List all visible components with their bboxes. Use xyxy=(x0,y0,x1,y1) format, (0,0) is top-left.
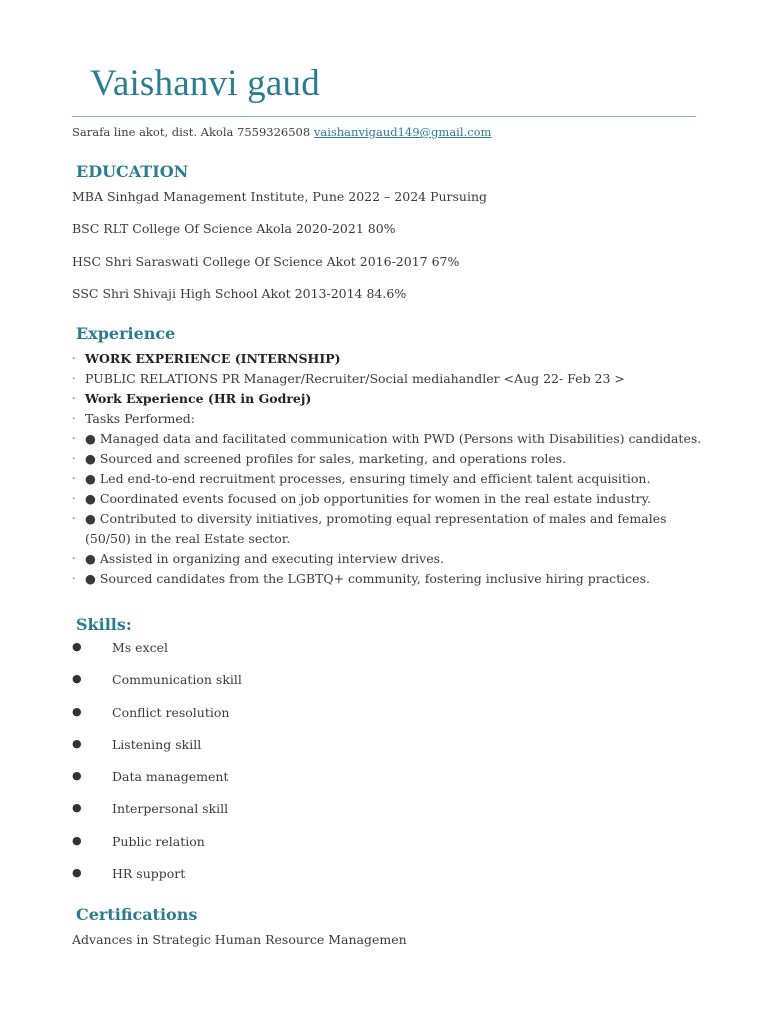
skill-item-text: Interpersonal skill xyxy=(112,801,229,817)
certifications-heading: Certifications xyxy=(76,905,198,924)
bullet-dot: · xyxy=(72,452,76,465)
experience-item-text: ● Managed data and facilitated communication with PWD (Persons with Disabilities) candidates. xyxy=(85,431,702,446)
bullet-dot: ● xyxy=(72,704,82,718)
bullet-dot: · xyxy=(72,432,76,445)
experience-item xyxy=(72,509,712,549)
bullet-dot: ● xyxy=(72,833,82,847)
experience-item xyxy=(72,449,712,469)
experience-item xyxy=(72,549,712,569)
education-item: BSC RLT College Of Science Akola 2020-2021 80% xyxy=(72,221,396,236)
experience-item-text: Tasks Performed: xyxy=(85,411,196,426)
experience-item xyxy=(72,369,712,389)
header-divider xyxy=(72,116,696,117)
skill-item-text: Conflict resolution xyxy=(112,704,230,720)
education-item: MBA Sinhgad Management Institute, Pune 2022 – 2024 Pursuing xyxy=(72,189,488,204)
education-heading: EDUCATION xyxy=(76,162,189,181)
experience-item-text: Work Experience (HR in Godrej) xyxy=(85,391,312,406)
experience-item-text: PUBLIC RELATIONS PR Manager/Recruiter/Social mediahandler <Aug 22- Feb 23 > xyxy=(85,371,625,386)
bullet-dot: ● xyxy=(72,801,82,815)
experience-item-text: ● Contributed to diversity initiatives, promoting equal representation of males and females (50/50) in the real Estate sector. xyxy=(85,511,667,546)
experience-item xyxy=(72,569,712,589)
certification-item: Advances in Strategic Human Resource Managemen xyxy=(72,932,407,947)
experience-item xyxy=(72,469,712,489)
candidate-name: Vaishanvi gaud xyxy=(90,63,320,104)
bullet-dot: ● xyxy=(72,736,82,750)
experience-item xyxy=(72,349,712,369)
bullet-dot: · xyxy=(72,392,76,405)
experience-item-text: ● Sourced candidates from the LGBTQ+ community, fostering inclusive hiring practices. xyxy=(85,571,650,586)
bullet-dot: ● xyxy=(72,672,82,686)
contact-line xyxy=(72,125,491,139)
bullet-dot: ● xyxy=(72,866,82,880)
skill-item-text: Data management xyxy=(112,769,229,785)
bullet-dot: · xyxy=(72,412,76,425)
experience-item-text: ● Assisted in organizing and executing interview drives. xyxy=(85,551,444,566)
skills-heading: Skills: xyxy=(76,615,132,634)
skill-item-text: Listening skill xyxy=(112,736,202,752)
bullet-dot: · xyxy=(72,492,76,505)
experience-item-text: WORK EXPERIENCE (INTERNSHIP) xyxy=(85,351,341,366)
bullet-dot: ● xyxy=(72,769,82,783)
education-item: HSC Shri Saraswati College Of Science Akot 2016-2017 67% xyxy=(72,254,460,269)
skill-item-text: HR support xyxy=(112,866,186,882)
experience-item xyxy=(72,429,712,449)
experience-item xyxy=(72,389,712,409)
experience-item xyxy=(72,409,712,429)
bullet-dot: ● xyxy=(72,640,82,653)
skill-item-text: Public relation xyxy=(112,833,205,849)
skill-item-text: Communication skill xyxy=(112,672,242,688)
experience-list xyxy=(72,349,712,589)
email-link[interactable]: vaishanvigaud149@gmail.com xyxy=(313,125,492,139)
experience-item-text: ● Coordinated events focused on job opportunities for women in the real estate industry. xyxy=(85,491,651,506)
experience-heading: Experience xyxy=(76,324,176,343)
contact-address-phone: Sarafa line akot, dist. Akola 7559326508 xyxy=(72,125,311,139)
bullet-dot: · xyxy=(72,472,76,485)
bullet-dot: · xyxy=(72,572,76,585)
bullet-dot: · xyxy=(72,372,76,385)
bullet-dot: · xyxy=(72,552,76,565)
skill-item-text: Ms excel xyxy=(112,640,169,655)
bullet-dot: · xyxy=(72,352,76,365)
experience-item-text: ● Sourced and screened profiles for sales, marketing, and operations roles. xyxy=(85,451,567,466)
experience-item-text: ● Led end-to-end recruitment processes, ensuring timely and efficient talent acquisition. xyxy=(85,471,651,486)
experience-item xyxy=(72,489,712,509)
education-item: SSC Shri Shivaji High School Akot 2013-2014 84.6% xyxy=(72,286,407,301)
bullet-dot: · xyxy=(72,512,76,525)
